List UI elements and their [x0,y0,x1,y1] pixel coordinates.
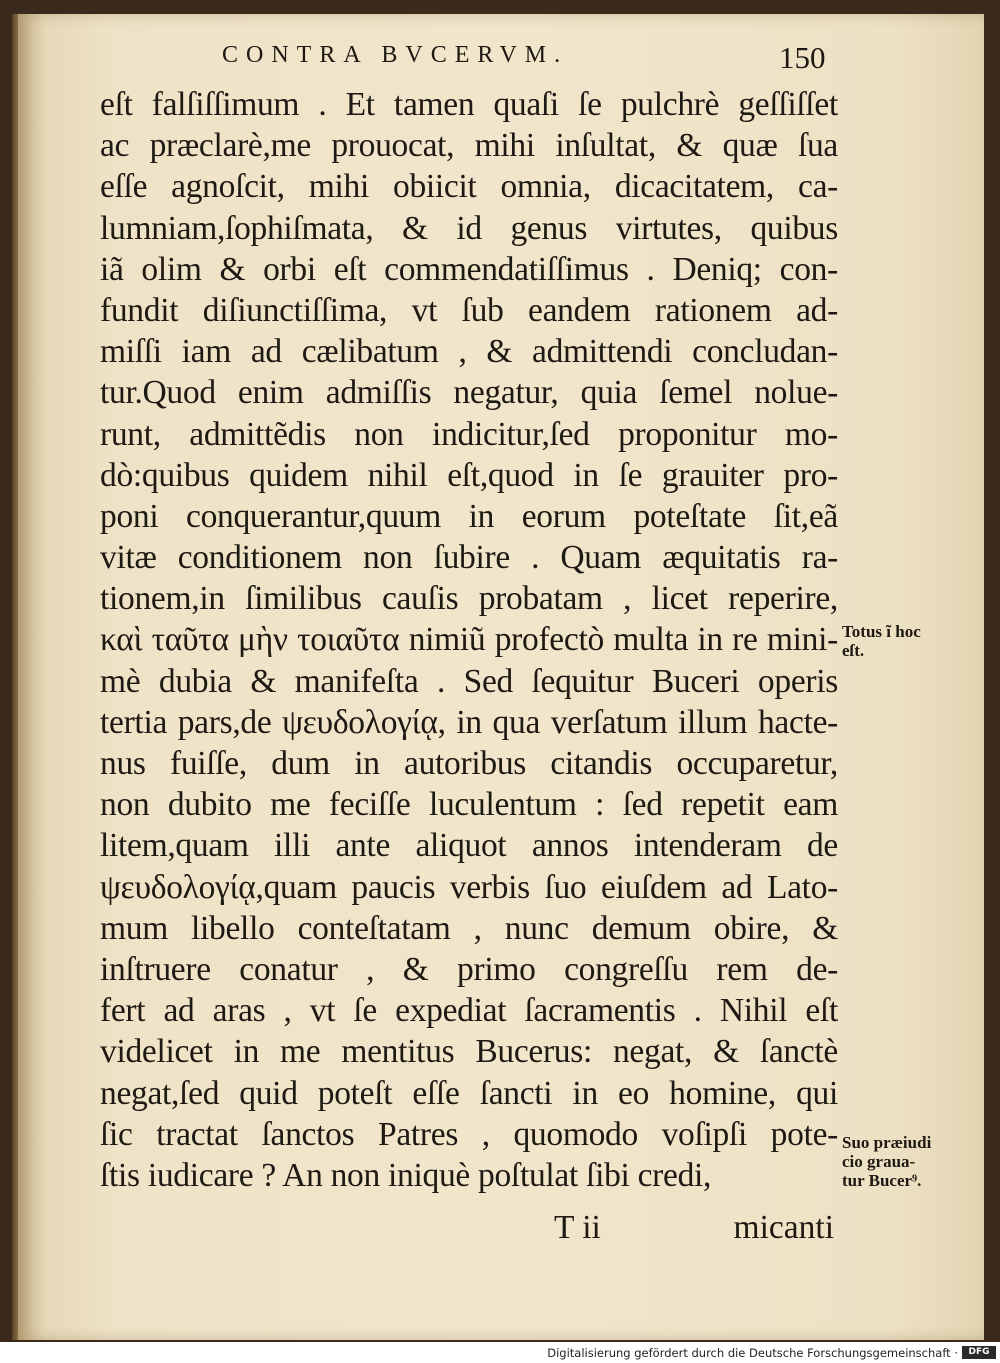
text-line: lumniam,ſophiſmata, & id genus virtutes, quibus [100,209,838,247]
text-line: runt, admittẽdis non indicitur,ſed proponitur mo- [100,415,838,453]
text-line: tionem,in ſimilibus cauſis probatam , licet reperire, [100,580,838,618]
text-line: iã olim & orbi eſt commendatiſſimus . Deniq; con- [100,250,838,288]
running-title: CONTRA BVCERVM. [222,42,569,68]
catchword: micanti [733,1209,834,1246]
marginal-note-2: Suo præiudi cio graua- tur Bucer⁹. [842,1133,932,1190]
text-line: negat,ſed quid poteſt eſſe ſancti in eo homine, qui [100,1074,838,1112]
marginal-note-1: Totus ĩ hoc eſt. [842,622,921,660]
text-line: inſtruere conatur , & primo congreſſu rem de- [100,950,838,988]
text-line: fert ad aras , vt ſe expediat ſacramentis . Nihil eſt [100,992,838,1030]
text-line: καὶ ταῦτα μὴν τοιαῦτα nimiũ profectò multa in re mini- [100,621,838,659]
dfg-logo: DFG [962,1346,996,1359]
folio-number: 150 [779,40,826,75]
text-line: ſtis iudicare ? An non iniquè poſtulat ſibi credi, [100,1156,712,1194]
text-line: vitæ conditionem non ſubire . Quam æquitatis ra- [100,539,838,577]
text-line: tur.Quod enim admiſſis negatur, quia ſemel nolue- [100,374,838,412]
text-line: eſt falſiſſimum . Et tamen quaſi ſe pulchrè geſſiſſet [100,86,838,123]
text-line: ſic tractat ſanctos Patres , quomodo voſipſi pote- [100,1115,838,1153]
text-line: litem,quam illi ante aliquot annos intenderam de [100,827,838,865]
text-line: nus fuiſſe, dum in autoribus citandis occuparetur, [100,745,838,782]
text-line: eſſe agnoſcit, mihi obiicit omnia, dicacitatem, ca- [100,168,838,206]
footer-credit: Digitalisierung gefördert durch die Deutsche Forschungsgemeinschaft · [547,1346,958,1360]
text-line: ac præclarè,me prouocat, mihi inſultat, & quæ ſua [100,127,838,165]
text-line: non dubito me feciſſe luculentum : ſed repetit eam [100,786,838,824]
text-line: fundit diſiunctiſſima, vt ſub eandem rationem ad- [100,291,838,329]
text-line: tertia pars,de ψευδολογίᾳ, in qua verſatum illum hacte- [100,703,838,741]
text-line: videlicet in me mentitus Bucerus: negat, & ſanctè [100,1033,838,1071]
footer-bar [0,1342,1000,1363]
signature-line [100,1207,838,1248]
text-line: mè dubia & manifeſta . Sed ſequitur Buceri operis [100,662,838,700]
main-text-block [100,84,838,1196]
text-line: dò:quibus quidem nihil eſt,quod in ſe grauiter pro- [100,456,838,494]
text-line: ψευδολογίᾳ,quam paucis verbis ſuo eiuſdem ad Lato- [100,868,838,906]
signature-mark: T ii [554,1209,601,1246]
text-line: poni conquerantur,quum in eorum poteſtate ſit,eã [100,497,838,535]
text-line: miſſi iam ad cælibatum , & admittendi concludan- [100,333,838,371]
text-line: mum libello conteſtatam , nunc demum obire, & [100,909,838,947]
